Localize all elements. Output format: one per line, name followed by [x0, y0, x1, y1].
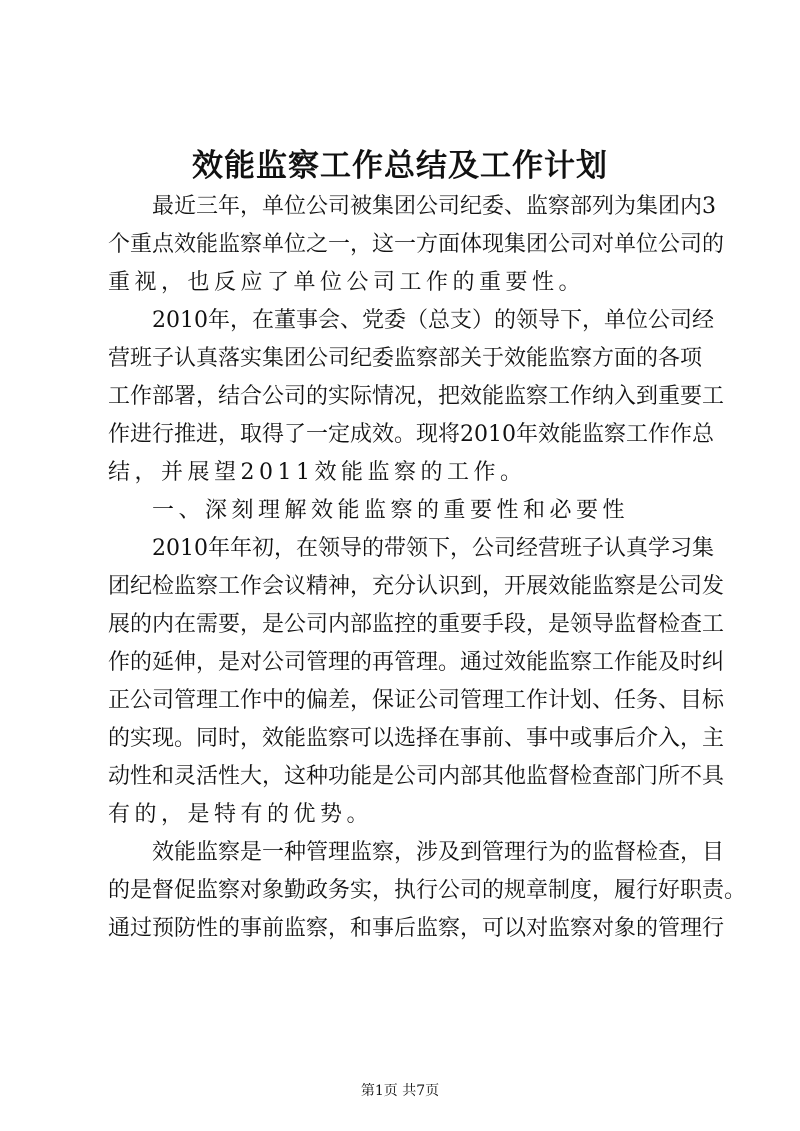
- text-line: 正公司管理工作中的偏差，保证公司管理工作计划、任务、目标: [108, 688, 725, 713]
- section-heading: 一、深刻理解效能监察的重要性和必要性: [152, 498, 630, 523]
- text-line: 展的内在需要，是公司内部监控的重要手段，是领导监督检查工: [108, 612, 725, 637]
- text-line: 最近三年，单位公司被集团公司纪委、监察部列为集团内3: [152, 194, 716, 219]
- text-line: 营班子认真落实集团公司纪委监察部关于效能监察方面的各项: [108, 346, 703, 371]
- text-line: 团纪检监察工作会议精神，充分认识到，开展效能监察是公司发: [108, 574, 725, 599]
- text-line: 动性和灵活性大，这种功能是公司内部其他监督检查部门所不具: [108, 764, 725, 789]
- text-line: 通过预防性的事前监察，和事后监察，可以对监察对象的管理行: [108, 916, 725, 941]
- text-line: 工作部署，结合公司的实际情况，把效能监察工作纳入到重要工: [108, 384, 725, 409]
- page-number: 第1页 共7页: [360, 1083, 440, 1099]
- text-line: 有的，是特有的优势。: [108, 802, 374, 827]
- document-title: 效能监察工作总结及工作计划: [192, 148, 608, 184]
- text-line: 的是督促监察对象勤政务实，执行公司的规章制度，履行好职责。: [108, 878, 747, 903]
- text-line: 结，并展望2011效能监察的工作。: [108, 460, 527, 485]
- text-line: 效能监察是一种管理监察，涉及到管理行为的监督检查，目: [152, 840, 725, 865]
- text-line: 的实现。同时，效能监察可以选择在事前、事中或事后介入，主: [108, 726, 725, 751]
- text-line: 个重点效能监察单位之一，这一方面体现集团公司对单位公司的: [108, 232, 725, 257]
- text-line: 2010年，在董事会、党委（总支）的领导下，单位公司经: [152, 308, 714, 333]
- text-line: 重视，也反应了单位公司工作的重要性。: [108, 270, 586, 295]
- text-line: 2010年年初，在领导的带领下，公司经营班子认真学习集: [152, 536, 714, 561]
- text-line: 作的延伸，是对公司管理的再管理。通过效能监察工作能及时纠: [108, 650, 725, 675]
- document-body: [108, 188, 747, 948]
- text-line: 作进行推进，取得了一定成效。现将2010年效能监察工作作总: [108, 422, 714, 447]
